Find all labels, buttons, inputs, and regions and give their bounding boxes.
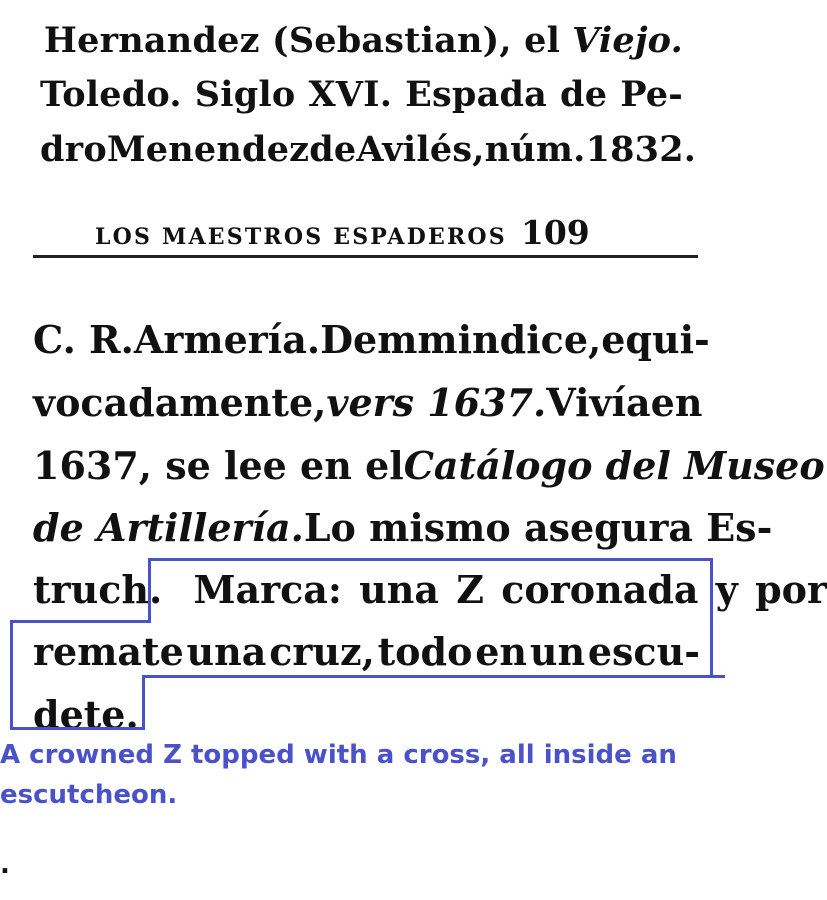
running-head-title: LOS MAESTROS ESPADEROS — [95, 224, 507, 250]
word: en — [650, 380, 703, 425]
word: Espada — [405, 74, 548, 115]
highlight-box-bottom — [10, 727, 145, 730]
entry-body-line-6 — [33, 629, 700, 674]
word: XVI. — [308, 74, 393, 115]
entry-body-line-4 — [33, 505, 773, 550]
word: truch. — [33, 567, 163, 612]
word: cruz, — [269, 629, 375, 674]
highlight-box-bottom-step — [142, 675, 145, 730]
text-run: 1637, se lee en el — [33, 443, 404, 488]
word: Siglo — [194, 74, 296, 115]
word: núm. — [484, 129, 586, 170]
word: un — [529, 629, 586, 674]
entry-body-line-2 — [33, 380, 703, 425]
page-number: 109 — [520, 213, 590, 252]
running-head — [95, 213, 695, 252]
entry-top-line-1 — [40, 20, 683, 61]
word: Demmin — [320, 317, 500, 362]
entry-body-line-3 — [33, 443, 825, 488]
word: Armería. — [133, 317, 321, 362]
catalog-title-cont: de Artillería. — [33, 505, 304, 550]
word: Avilés, — [356, 129, 485, 170]
date-phrase: vers 1637. — [326, 380, 547, 425]
entry-top-line-3 — [40, 129, 697, 170]
word: Toledo. — [40, 74, 182, 115]
word: vocadamente, — [33, 380, 327, 425]
word: equi- — [601, 317, 710, 362]
highlight-box-left-upper — [148, 558, 151, 620]
header-rule — [33, 255, 698, 258]
maker-epithet: Viejo. — [572, 20, 683, 61]
entry-body-line-5 — [33, 567, 827, 612]
word: remate — [33, 629, 184, 674]
maker-name: Hernandez (Sebastian), el — [43, 20, 561, 61]
highlight-box-left — [10, 620, 13, 730]
mark-description-start: Marca: una Z coronada y por — [193, 567, 827, 612]
entry-body-line-7 — [33, 692, 700, 737]
word: todo — [377, 629, 473, 674]
word: Menendez — [106, 129, 310, 170]
word: escu- — [587, 629, 700, 674]
entry-top-line-2 — [40, 74, 683, 115]
word: una — [186, 629, 267, 674]
highlight-box-mid-left — [10, 620, 151, 623]
word: 1832. — [585, 129, 697, 170]
word: de — [560, 74, 608, 115]
highlight-box-right — [710, 558, 713, 675]
word: dice, — [499, 317, 602, 362]
word: en — [475, 629, 528, 674]
word: dro — [40, 129, 107, 170]
entry-body-line-1 — [33, 317, 710, 362]
translation-note: A crowned Z topped with a cross, all inside an escutcheon. — [0, 740, 677, 810]
highlight-box-top — [148, 558, 713, 561]
catalog-title: Catálogo del Museo — [403, 443, 825, 488]
word: C. R. — [33, 317, 134, 362]
word: dete. — [33, 692, 139, 737]
word: de — [309, 129, 357, 170]
text-run: Lo mismo asegura Es- — [303, 505, 773, 550]
word: Vivía — [546, 380, 651, 425]
word: Pe- — [620, 74, 683, 115]
stray-mark: . — [0, 850, 10, 880]
highlight-box-mid-bottom — [142, 675, 725, 678]
